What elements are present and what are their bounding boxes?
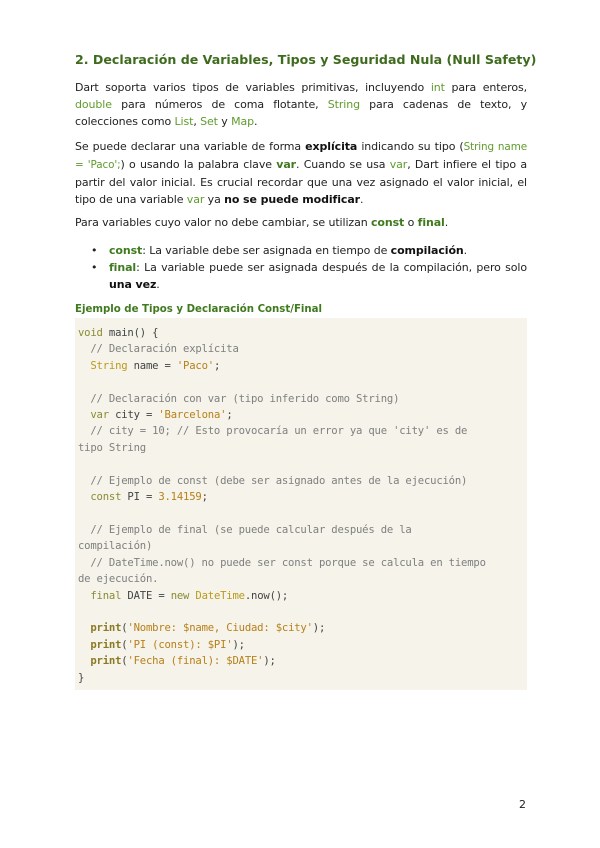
paragraph-declaration: Se puede declarar una variable de forma explícita indicando su tipo (String name = 'Paco';) o usando la palabra clave var. Cuando se usa var, Dart infiere el tipo a partir del valor inicial. Es crucial recordar que una vez asignado el valor inicial, el tipo de una variable var ya no se puede modificar. [75,140,528,206]
keyword-double: double [75,98,112,111]
inline-code-example: String name = 'Paco'; [75,141,528,171]
keyword-const: const [370,216,405,229]
paragraph-types: Dart soporta varios tipos de variables primitivas, incluyendo int para enteros, double para números de coma flotante, String para cadenas de texto, y colecciones como List, Set y Map. [75,81,528,128]
code-text: void main() { // Declaración explícita String name = 'Paco'; // Declaración con var (tipo inferido como String) var city = 'Barcelona'; // city = 10; // Esto provocaría un error ya que 'city' es de tipo String // Ejemplo de const (debe ser asignado antes de la ejecución) const PI = 3.14159; // Ejemplo de final (se puede calcular después de la compilación) // DateTime.now() no puede ser const porque se calcula en tiempo de ejecución. final DATE = new DateTime.now(); print('Nombre: $name, Ciudad: $city'); print('PI (const): $PI'); print('Fecha (final): $DATE'); } [78,327,486,684]
keyword-set: Set [200,115,218,128]
code-block [75,318,527,690]
list-item: • final: La variable puede ser asignada después de la compilación, pero solo una vez. [91,261,527,291]
keyword-list: List [174,115,194,128]
example-title: Ejemplo de Tipos y Declaración Const/Final [75,304,323,315]
keyword-map: Map [231,115,255,128]
bullet-list [75,242,527,293]
keyword-var: var [186,193,205,206]
list-item: • const: La variable debe ser asignada en tiempo de compilación. [91,244,468,257]
keyword-string: String [327,98,360,111]
keyword-int: int [430,81,445,94]
page-number: 2 [519,798,526,811]
keyword-final: final [417,216,445,229]
keyword-var: var [276,158,296,171]
paragraph-const-final: Para variables cuyo valor no debe cambiar, se utilizan const o final. [75,216,449,229]
section-heading: 2. Declaración de Variables, Tipos y Seguridad Nula (Null Safety) [75,52,537,67]
keyword-var: var [389,158,408,171]
